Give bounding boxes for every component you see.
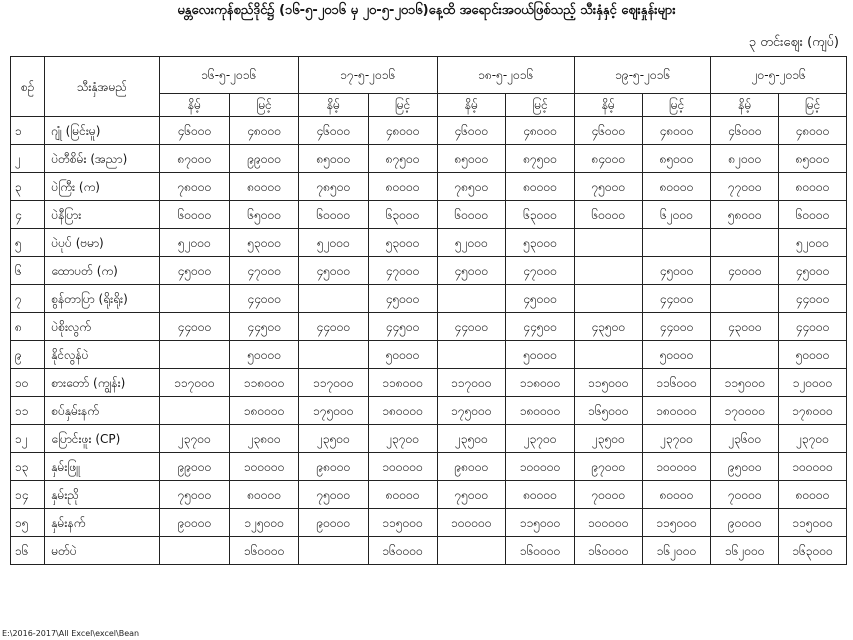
- price-high-cell: ၁၈၀၀၀၀: [368, 397, 437, 425]
- price-high-cell: ၅၀၀၀၀: [779, 341, 847, 369]
- header-date: ၁၇-၅-၂၀၁၆: [299, 57, 437, 94]
- price-low-cell: ၁၆၀၀၀၀: [575, 537, 643, 565]
- price-high-cell: ၈၀၀၀၀: [368, 481, 437, 509]
- price-low-cell: [159, 537, 230, 565]
- price-low-cell: ၇၈၅၀၀: [299, 173, 369, 201]
- table-row: [11, 397, 847, 425]
- price-high-cell: ၄၇၀၀၀: [368, 257, 437, 285]
- price-high-cell: ၄၄၅၀၀: [506, 313, 575, 341]
- price-high-cell: ၂၃၇၀၀: [506, 425, 575, 453]
- price-low-cell: ၅၂၀၀၀: [159, 229, 230, 257]
- price-high-cell: ၆၀၀၀၀: [779, 201, 847, 229]
- table-row: [11, 481, 847, 509]
- item-name: စားတော် (ကျွန်း): [45, 369, 159, 397]
- price-high-cell: ၆၂၀၀၀: [642, 201, 711, 229]
- price-low-cell: ၁၁၇၀၀၀: [437, 369, 506, 397]
- price-high-cell: ၄၈၀၀၀: [779, 117, 847, 145]
- table-row: [11, 145, 847, 173]
- table-row: [11, 537, 847, 565]
- item-name: နိုင်လွန်ပဲ: [45, 341, 159, 369]
- header-no: စဉ်: [11, 57, 45, 117]
- price-high-cell: ၄၇၀၀၀: [506, 257, 575, 285]
- row-number: ၇: [11, 285, 45, 313]
- item-name: ပဲစိုးလွက်: [45, 313, 159, 341]
- header-date: ၁၆-၅-၂၀၁၆: [159, 57, 298, 94]
- price-low-cell: ၄၅၀၀၀: [437, 257, 506, 285]
- price-low-cell: ၁၀၀၀၀၀: [575, 509, 643, 537]
- document-title: မန္တလေးကုန်စည်ဒိုင်၌ (၁၆-၅-၂၀၁၆ မှ ၂၀-၅-၂၀၁၆)နေ့ထိ အရောင်းအဝယ်ဖြစ်သည့် သီးနှံနှင့် ဈေးနှုန်းများ: [177, 3, 676, 18]
- price-high-cell: ၄၈၀၀၀: [506, 117, 575, 145]
- price-low-cell: ၂၃၅၀၀: [437, 425, 506, 453]
- price-high-cell: ၅၂၀၀၀: [779, 229, 847, 257]
- price-low-cell: ၈၂၀၀၀: [711, 145, 779, 173]
- price-high-cell: ၄၅၀၀၀: [368, 285, 437, 313]
- price-high-cell: ၂၃၇၀၀: [368, 425, 437, 453]
- price-low-cell: ၄၄၀၀၀: [159, 313, 230, 341]
- price-low-cell: ၂၃၆၀၀: [711, 425, 779, 453]
- row-number: ၁၁: [11, 397, 45, 425]
- price-high-cell: ၁၁၈၀၀၀: [506, 369, 575, 397]
- price-high-cell: ၄၅၀၀၀: [642, 257, 711, 285]
- price-low-cell: ၉၉၀၀၀: [159, 453, 230, 481]
- price-high-cell: ၄၅၀၀၀: [779, 257, 847, 285]
- price-low-cell: ၁၀၀၀၀၀: [437, 509, 506, 537]
- header-row-dates: [11, 57, 847, 94]
- price-low-cell: ၈၅၀၀၀: [437, 145, 506, 173]
- price-low-cell: ၄၅၀၀၀: [159, 257, 230, 285]
- price-low-cell: ၄၀၀၀၀: [711, 257, 779, 285]
- table-row: [11, 117, 847, 145]
- table-row: [11, 453, 847, 481]
- price-low-cell: ၄၃၅၀၀: [575, 313, 643, 341]
- price-high-cell: ၂၃၇၀၀: [779, 425, 847, 453]
- header-low: နိမ့်: [711, 94, 779, 117]
- row-number: ၂: [11, 145, 45, 173]
- price-low-cell: ၅၂၀၀၀: [299, 229, 369, 257]
- table-row: [11, 369, 847, 397]
- header-high: မြင့်: [642, 94, 711, 117]
- header-low: နိမ့်: [437, 94, 506, 117]
- price-high-cell: ၁၁၅၀၀၀: [779, 509, 847, 537]
- header-high: မြင့်: [779, 94, 847, 117]
- table-row: [11, 229, 847, 257]
- price-low-cell: ၄၅၀၀၀: [299, 257, 369, 285]
- price-low-cell: ၁၁၇၀၀၀: [299, 369, 369, 397]
- price-high-cell: ၄၈၀၀၀: [642, 117, 711, 145]
- price-high-cell: ၈၀၀၀၀: [506, 481, 575, 509]
- table-row: [11, 425, 847, 453]
- price-high-cell: ၆၅၀၀၀: [230, 201, 299, 229]
- price-high-cell: ၄၄၀၀၀: [642, 285, 711, 313]
- price-low-cell: ၈၇၀၀၀: [159, 145, 230, 173]
- price-high-cell: ၂၃၇၀၀: [642, 425, 711, 453]
- price-high-cell: ၄၄၀၀၀: [779, 313, 847, 341]
- row-number: ၄: [11, 201, 45, 229]
- item-name: ဂျုံ (မြင်းမူ): [45, 117, 159, 145]
- price-low-cell: ၇၅၀၀၀: [575, 173, 643, 201]
- price-high-cell: ၁၀၀၀၀၀: [642, 453, 711, 481]
- row-number: ၉: [11, 341, 45, 369]
- item-name: စွန်တာပြာ (ရိုးရိုး): [45, 285, 159, 313]
- price-low-cell: ၇၇၀၀၀: [711, 173, 779, 201]
- price-high-cell: ၁၁၅၀၀၀: [642, 509, 711, 537]
- price-unit-label: ၃ တင်းဈေး (ကျပ်): [748, 35, 839, 50]
- price-low-cell: ၇၈၀၀၀: [159, 173, 230, 201]
- row-number: ၅: [11, 229, 45, 257]
- price-low-cell: ၉၀၀၀၀: [299, 509, 369, 537]
- price-low-cell: ၁၇၅၀၀၀: [437, 397, 506, 425]
- header-date: ၂၀-၅-၂၀၁၆: [711, 57, 847, 94]
- price-low-cell: ၂၃၅၀၀: [299, 425, 369, 453]
- row-number: ၁၅: [11, 509, 45, 537]
- price-low-cell: ၁၁၅၀၀၀: [575, 369, 643, 397]
- price-high-cell: ၈၀၀၀၀: [230, 173, 299, 201]
- price-high-cell: ၁၈၀၀၀၀: [506, 397, 575, 425]
- price-low-cell: ၆၀၀၀၀: [575, 201, 643, 229]
- row-number: ၃: [11, 173, 45, 201]
- price-low-cell: ၄၃၀၀၀: [711, 313, 779, 341]
- header-low: နိမ့်: [575, 94, 643, 117]
- price-high-cell: ၅၀၀၀၀: [230, 341, 299, 369]
- header-item-name: သီးနှံအမည်: [45, 57, 159, 117]
- price-high-cell: ၆၃၀၀၀: [368, 201, 437, 229]
- price-low-cell: ၄၆၀၀၀: [711, 117, 779, 145]
- price-high-cell: ၁၈၀၀၀၀: [230, 397, 299, 425]
- price-high-cell: ၄၈၀၀၀: [230, 117, 299, 145]
- item-name: ပြောင်းဖူး (CP): [45, 425, 159, 453]
- price-high-cell: ၁၂၅၀၀၀: [230, 509, 299, 537]
- price-high-cell: ၅၀၀၀၀: [368, 341, 437, 369]
- price-high-cell: ၄၄၀၀၀: [642, 313, 711, 341]
- price-high-cell: ၈၅၀၀၀: [642, 145, 711, 173]
- row-number: ၈: [11, 313, 45, 341]
- price-high-cell: ၁၁၈၀၀၀: [230, 369, 299, 397]
- price-low-cell: ၅၂၀၀၀: [437, 229, 506, 257]
- price-high-cell: ၄၄၀၀၀: [779, 285, 847, 313]
- price-high-cell: [642, 229, 711, 257]
- price-high-cell: ၄၇၀၀၀: [230, 257, 299, 285]
- price-low-cell: ၉၈၀၀၀: [299, 453, 369, 481]
- item-name: နှမ်းဖြူ: [45, 453, 159, 481]
- price-high-cell: ၅၃၀၀၀: [506, 229, 575, 257]
- price-low-cell: ၇၈၅၀၀: [437, 173, 506, 201]
- price-low-cell: ၉၈၀၀၀: [437, 453, 506, 481]
- price-low-cell: [437, 341, 506, 369]
- item-name: နှမ်းညို: [45, 481, 159, 509]
- table-row: [11, 285, 847, 313]
- price-low-cell: [437, 285, 506, 313]
- price-low-cell: [299, 341, 369, 369]
- price-high-cell: ၅၀၀၀၀: [642, 341, 711, 369]
- price-high-cell: ၁၈၀၀၀၀: [642, 397, 711, 425]
- item-name: ပဲပုပ် (ဗမာ): [45, 229, 159, 257]
- price-high-cell: ၁၆၂၀၀၀: [642, 537, 711, 565]
- price-high-cell: ၈၀၀၀၀: [230, 481, 299, 509]
- price-low-cell: [575, 341, 643, 369]
- price-high-cell: ၈၀၀၀၀: [506, 173, 575, 201]
- price-high-cell: ၈၇၅၀၀: [506, 145, 575, 173]
- price-high-cell: ၆၃၀၀၀: [506, 201, 575, 229]
- price-low-cell: [575, 285, 643, 313]
- table-row: [11, 257, 847, 285]
- header-date: ၁၈-၅-၂၀၁၆: [437, 57, 574, 94]
- row-number: ၆: [11, 257, 45, 285]
- price-table: [10, 56, 847, 565]
- price-low-cell: ၆၀၀၀၀: [159, 201, 230, 229]
- price-low-cell: ၆၀၀၀၀: [299, 201, 369, 229]
- price-low-cell: ၇၅၀၀၀: [437, 481, 506, 509]
- price-high-cell: ၈၀၀၀၀: [368, 173, 437, 201]
- item-name: နှမ်းနက်: [45, 509, 159, 537]
- price-high-cell: ၁၁၅၀၀၀: [368, 509, 437, 537]
- price-low-cell: ၁၁၅၀၀၀: [711, 369, 779, 397]
- price-high-cell: ၅၃၀၀၀: [368, 229, 437, 257]
- price-low-cell: [159, 397, 230, 425]
- price-high-cell: ၁၁၈၀၀၀: [368, 369, 437, 397]
- price-low-cell: ၇၅၀၀၀: [299, 481, 369, 509]
- row-number: ၁: [11, 117, 45, 145]
- price-low-cell: ၉၀၀၀၀: [159, 509, 230, 537]
- price-low-cell: ၇၀၀၀၀: [575, 481, 643, 509]
- price-low-cell: [299, 537, 369, 565]
- row-number: ၁၃: [11, 453, 45, 481]
- price-high-cell: ၁၂၀၀၀၀: [779, 369, 847, 397]
- header-low: နိမ့်: [299, 94, 369, 117]
- row-number: ၁၄: [11, 481, 45, 509]
- price-low-cell: ၉၅၀၀၀: [711, 453, 779, 481]
- price-high-cell: ၁၁၆၀၀၀: [642, 369, 711, 397]
- item-name: မတ်ပဲ: [45, 537, 159, 565]
- price-low-cell: ၄၄၀၀၀: [299, 313, 369, 341]
- price-high-cell: ၄၄၅၀၀: [230, 313, 299, 341]
- price-low-cell: ၉၇၀၀၀: [575, 453, 643, 481]
- price-high-cell: ၈၀၀၀၀: [779, 173, 847, 201]
- price-high-cell: ၁၆၀၀၀၀: [506, 537, 575, 565]
- table-body: [11, 117, 847, 565]
- price-high-cell: ၈၇၅၀၀: [368, 145, 437, 173]
- price-low-cell: ၈၄၀၀၀: [575, 145, 643, 173]
- price-high-cell: ၁၁၅၀၀၀: [506, 509, 575, 537]
- price-low-cell: ၁၇၅၀၀၀: [299, 397, 369, 425]
- price-low-cell: ၂၃၇၀၀: [159, 425, 230, 453]
- price-low-cell: ၇၅၀၀၀: [159, 481, 230, 509]
- price-low-cell: [711, 341, 779, 369]
- price-low-cell: ၁၆၅၀၀၀: [575, 397, 643, 425]
- price-low-cell: [299, 285, 369, 313]
- item-name: ပဲကြီး (က): [45, 173, 159, 201]
- table-row: [11, 313, 847, 341]
- price-low-cell: ၄၆၀၀၀: [159, 117, 230, 145]
- table-row: [11, 341, 847, 369]
- price-low-cell: ၄၆၀၀၀: [575, 117, 643, 145]
- price-high-cell: ၉၉၀၀၀: [230, 145, 299, 173]
- price-low-cell: ၁၆၂၀၀၀: [711, 537, 779, 565]
- price-low-cell: [575, 229, 643, 257]
- price-high-cell: ၁၀၀၀၀၀: [506, 453, 575, 481]
- price-high-cell: ၈၀၀၀၀: [779, 481, 847, 509]
- price-low-cell: [575, 257, 643, 285]
- price-high-cell: ၁၀၀၀၀၀: [779, 453, 847, 481]
- price-high-cell: ၁၆၃၀၀၀: [779, 537, 847, 565]
- file-path-footer: E:\2016-2017\All Excel\excel\Bean: [2, 629, 140, 638]
- price-high-cell: ၈၅၀၀၀: [779, 145, 847, 173]
- price-high-cell: ၅၀၀၀၀: [506, 341, 575, 369]
- item-name: ပဲနီပြား: [45, 201, 159, 229]
- table-row: [11, 509, 847, 537]
- price-low-cell: [159, 341, 230, 369]
- price-low-cell: ၇၀၀၀၀: [711, 481, 779, 509]
- price-high-cell: ၈၀၀၀၀: [642, 481, 711, 509]
- price-high-cell: ၈၀၀၀၀: [642, 173, 711, 201]
- price-high-cell: ၂၃၈၀၀: [230, 425, 299, 453]
- row-number: ၁၂: [11, 425, 45, 453]
- row-number: ၁၀: [11, 369, 45, 397]
- price-high-cell: ၁၇၈၀၀၀: [779, 397, 847, 425]
- price-low-cell: [159, 285, 230, 313]
- header-low: နိမ့်: [159, 94, 230, 117]
- price-low-cell: ၄၆၀၀၀: [299, 117, 369, 145]
- price-high-cell: ၁၆၀၀၀၀: [368, 537, 437, 565]
- price-low-cell: ၈၅၀၀၀: [299, 145, 369, 173]
- price-low-cell: [437, 537, 506, 565]
- item-name: ပဲတီစိမ်း (အညာ): [45, 145, 159, 173]
- price-low-cell: ၉၀၀၀၀: [711, 509, 779, 537]
- row-number: ၁၆: [11, 537, 45, 565]
- price-high-cell: ၄၄၅၀၀: [368, 313, 437, 341]
- price-low-cell: ၄၄၀၀၀: [437, 313, 506, 341]
- price-low-cell: ၁၁၇၀၀၀: [159, 369, 230, 397]
- price-low-cell: ၄၆၀၀၀: [437, 117, 506, 145]
- price-high-cell: ၁၆၀၀၀၀: [230, 537, 299, 565]
- table-row: [11, 201, 847, 229]
- price-low-cell: ၂၃၅၀၀: [575, 425, 643, 453]
- item-name: ထောပတ် (က): [45, 257, 159, 285]
- price-high-cell: ၄၈၀၀၀: [368, 117, 437, 145]
- price-low-cell: ၆၀၀၀၀: [437, 201, 506, 229]
- price-low-cell: ၁၇၀၀၀၀: [711, 397, 779, 425]
- table-row: [11, 173, 847, 201]
- header-high: မြင့်: [230, 94, 299, 117]
- price-high-cell: ၁၀၀၀၀၀: [230, 453, 299, 481]
- price-high-cell: ၄၅၀၀၀: [506, 285, 575, 313]
- item-name: စပ်နှမ်းနက်: [45, 397, 159, 425]
- price-low-cell: [711, 229, 779, 257]
- price-low-cell: ၅၈၀၀၀: [711, 201, 779, 229]
- header-date: ၁၉-၅-၂၀၁၆: [575, 57, 711, 94]
- price-high-cell: ၄၄၀၀၀: [230, 285, 299, 313]
- price-high-cell: ၅၃၀၀၀: [230, 229, 299, 257]
- price-low-cell: [711, 285, 779, 313]
- header-high: မြင့်: [368, 94, 437, 117]
- price-high-cell: ၁၀၀၀၀၀: [368, 453, 437, 481]
- header-high: မြင့်: [506, 94, 575, 117]
